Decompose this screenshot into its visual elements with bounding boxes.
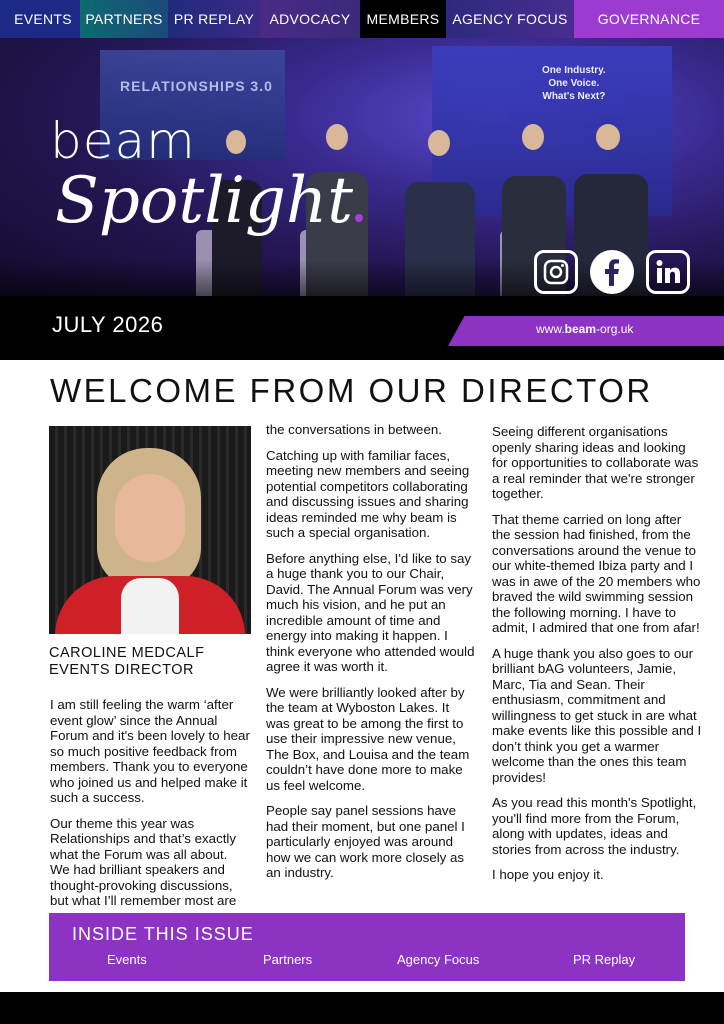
author-role: EVENTS DIRECTOR	[49, 662, 195, 678]
tab-pr-replay[interactable]: PR REPLAY	[168, 0, 260, 38]
issue-link-events[interactable]: Events	[107, 952, 147, 967]
spotlight-logo	[55, 164, 363, 238]
article-column-1	[50, 697, 250, 919]
website-link[interactable]	[536, 322, 633, 336]
facebook-icon[interactable]	[590, 250, 634, 294]
paragraph: I hope you enjoy it.	[492, 867, 604, 882]
url-brand: beam	[564, 322, 597, 336]
linkedin-glyph	[654, 258, 682, 286]
paragraph: We were brilliantly looked after by the team at Wyboston Lakes. It was great to be among the first to use their impressive new venue, The Box, and Louisa and the team couldn’t have done more to make us feel welcome.	[266, 684, 470, 793]
facebook-glyph	[590, 250, 634, 294]
tab-advocacy[interactable]: ADVOCACY	[260, 0, 360, 38]
paragraph: Catching up with familiar faces, meeting new members and seeing potential competitors collaborating and discussing issues and sharing ideas reminded me why beam is such a special organisation.	[266, 447, 470, 540]
paragraph: As you read this month's Spotlight, you'll find more from the Forum, along with updates, ideas and stories from across the industry.	[492, 795, 697, 857]
url-prefix: www.	[536, 322, 565, 336]
spotlight-logo-text: Spotlight	[55, 164, 353, 238]
inside-this-issue-title: INSIDE THIS ISSUE	[72, 924, 254, 944]
stage-screen-left-text: RELATIONSHIPS 3.0	[120, 78, 273, 94]
instagram-icon[interactable]	[534, 250, 578, 294]
paragraph: A huge thank you also goes to our brilliant bAG volunteers, Jamie, Marc, Tia and Sean. Their enthusiasm, commitment and willingness to get stuck in are what make events like this possible and I don’t think you get a warmer welcome than the ones this team provides!	[492, 645, 702, 785]
article-title: WELCOME FROM OUR DIRECTOR	[50, 372, 653, 409]
photo-shirt	[121, 578, 179, 634]
tab-members[interactable]: MEMBERS	[360, 0, 446, 38]
stage-screen-right-text: One Industry. One Voice. What's Next?	[542, 65, 606, 102]
tab-partners[interactable]: PARTNERS	[80, 0, 168, 38]
tab-agency-focus[interactable]: AGENCY FOCUS	[446, 0, 574, 38]
footer-bar	[0, 992, 724, 1024]
director-photo	[49, 426, 251, 634]
author-signature	[49, 645, 204, 679]
author-name: CAROLINE MEDCALF	[49, 645, 205, 661]
issue-date: JULY 2026	[52, 312, 164, 337]
paragraph: Seeing different organisations openly sharing ideas and looking for opportunities to collaborate was a real reminder that we're stronger together.	[492, 424, 699, 501]
article-column-3	[492, 424, 702, 893]
tab-events[interactable]: EVENTS	[0, 0, 80, 38]
logo-dot	[355, 214, 363, 222]
photo-face	[115, 474, 185, 562]
paragraph: Our theme this year was Relationships and that’s exactly what the Forum was all about. We had brilliant speakers and thought-provoking discussions, but what I’ll remember most are	[50, 815, 237, 908]
instagram-glyph	[543, 259, 569, 285]
issue-link-agency-focus[interactable]: Agency Focus	[397, 952, 480, 967]
top-nav	[0, 0, 724, 38]
paragraph: People say panel sessions have had their moment, but one panel I particularly enjoyed was around how we can work more closely as an industry.	[266, 803, 465, 880]
linkedin-icon[interactable]	[646, 250, 690, 294]
beam-logo: beam	[50, 112, 196, 170]
url-suffix: -org.uk	[596, 322, 634, 336]
issue-link-partners[interactable]: Partners	[263, 952, 313, 967]
paragraph: the conversations in between.	[266, 422, 442, 437]
paragraph: Before anything else, I'd like to say a huge thank you to our Chair, David. The Annual Forum was very much his vision, and he put an incredible amount of time and energy into making it happen. I think everyone who attended would agree it was worth it.	[266, 550, 475, 674]
paragraph: That theme carried on long after the session had finished, from the conversations around the venue to our white-themed Ibiza party and I was in awe of the 20 members who braved the wild swimming session the following morning. I have to admit, I admired that one from afar!	[492, 511, 701, 635]
tab-governance[interactable]: GOVERNANCE	[574, 0, 724, 38]
article-column-2	[266, 422, 476, 891]
issue-link-pr-replay[interactable]: PR Replay	[573, 952, 636, 967]
paragraph: I am still feeling the warm ‘after event glow’ since the Annual Forum and it's been lovely to hear so much positive feedback from members. Thank you to everyone who joined us and helped make it such a success.	[50, 697, 250, 805]
